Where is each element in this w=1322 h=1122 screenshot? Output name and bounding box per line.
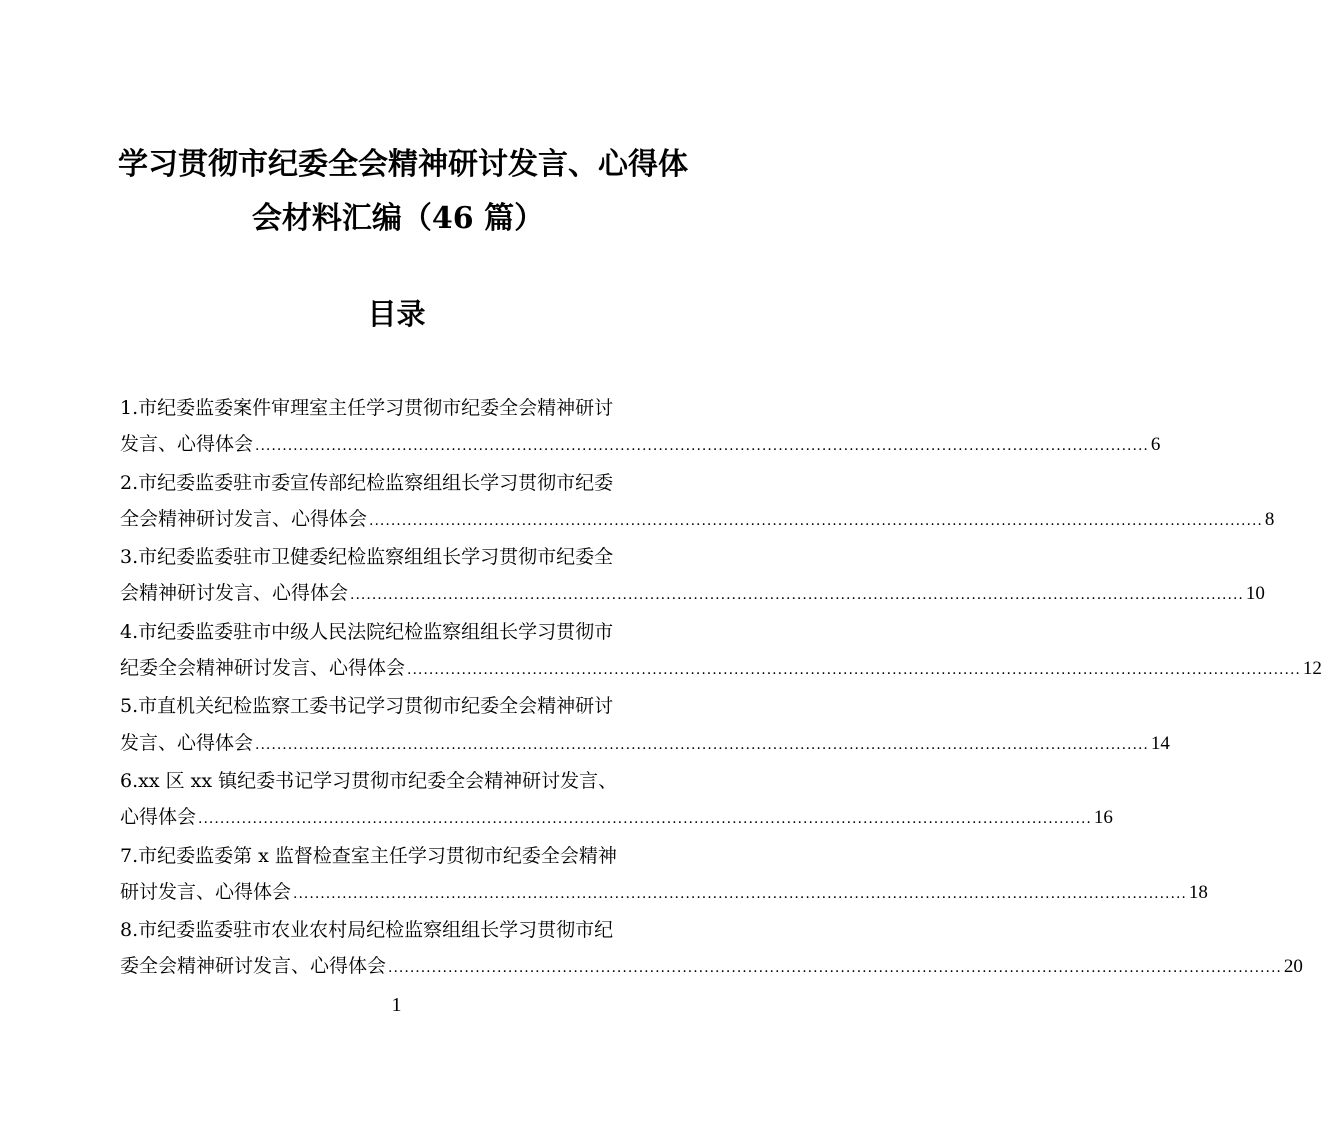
toc-entry-title-line-2: 会精神研讨发言、心得体会	[120, 582, 349, 605]
toc-entry-page: 8	[1264, 508, 1275, 530]
toc-leader-dots: ....................................................................................................................................................................	[369, 512, 1263, 529]
toc-entry-title-line-2: 心得体会	[120, 806, 197, 829]
toc-entry-title-line-2: 全会精神研讨发言、心得体会	[120, 507, 368, 530]
toc-entry-title-line-2: 纪委全会精神研讨发言、心得体会	[120, 657, 406, 680]
toc-entry-title-line-1: 1.市纪委监委案件审理室主任学习贯彻市纪委全会精神研讨	[120, 397, 614, 419]
toc-entry-4[interactable]	[120, 614, 1322, 689]
document-title-line-1: 学习贯彻市纪委全会精神研讨发言、心得体	[118, 147, 688, 182]
toc-entry-2[interactable]	[120, 465, 1275, 540]
toc-entry-title-line-1: 2.市纪委监委驻市委宣传部纪检监察组组长学习贯彻市纪委	[120, 471, 614, 494]
toc-heading: 目录	[367, 297, 426, 331]
toc-entry-page: 10	[1245, 583, 1265, 605]
toc-leader-dots: ....................................................................................................................................................................	[350, 587, 1244, 604]
toc-entry-title-line-1: 6.xx 区 xx 镇纪委书记学习贯彻市纪委全会精神研讨发言、	[120, 769, 618, 792]
toc-entry-7[interactable]	[120, 838, 1208, 913]
toc-entry-3[interactable]	[120, 539, 1265, 614]
toc-leader-dots: ....................................................................................................................................................................	[198, 811, 1092, 828]
toc-leader-dots: ....................................................................................................................................................................	[388, 960, 1282, 977]
toc-entry-title-line-1: 5.市直机关纪检监察工委书记学习贯彻市纪委全会精神研讨	[120, 695, 614, 718]
toc-entry-title-line-2: 委全会精神研讨发言、心得体会	[120, 955, 387, 978]
toc-entry-title-line-1: 7.市纪委监委第 x 监督检查室主任学习贯彻市纪委全会精神	[120, 844, 617, 867]
toc-entry-page: 16	[1093, 807, 1113, 829]
toc-leader-dots: ....................................................................................................................................................................	[407, 662, 1301, 679]
toc-entry-page: 20	[1283, 956, 1303, 978]
document-title-line-2: 会材料汇编（46 篇）	[251, 201, 545, 236]
toc-entry-title-line-2: 发言、心得体会	[120, 731, 254, 754]
toc-entry-page: 12	[1302, 658, 1322, 680]
toc-entry-title-line-1: 4.市纪委监委驻市中级人民法院纪检监察组组长学习贯彻市	[120, 620, 614, 643]
toc-leader-dots: ....................................................................................................................................................................	[255, 736, 1149, 753]
table-of-contents	[120, 390, 1322, 987]
toc-entry-8[interactable]	[120, 912, 1303, 987]
document-title	[118, 138, 688, 246]
page-number: 1	[391, 994, 402, 1016]
toc-entry-page: 6	[1150, 434, 1161, 456]
toc-entry-1[interactable]	[120, 390, 1161, 465]
toc-entry-title-line-2: 研讨发言、心得体会	[120, 880, 292, 903]
toc-entry-page: 18	[1188, 881, 1208, 903]
toc-entry-title-line-1: 8.市纪委监委驻市农业农村局纪检监察组组长学习贯彻市纪	[120, 919, 614, 942]
toc-entry-6[interactable]	[120, 763, 1113, 838]
toc-entry-page: 14	[1150, 732, 1170, 754]
toc-leader-dots: ....................................................................................................................................................................	[255, 438, 1149, 455]
toc-entry-title-line-1: 3.市纪委监委驻市卫健委纪检监察组组长学习贯彻市纪委全	[120, 546, 614, 569]
toc-entry-5[interactable]	[120, 688, 1170, 763]
toc-entry-title-line-2: 发言、心得体会	[120, 433, 254, 456]
toc-leader-dots: ....................................................................................................................................................................	[293, 885, 1187, 902]
